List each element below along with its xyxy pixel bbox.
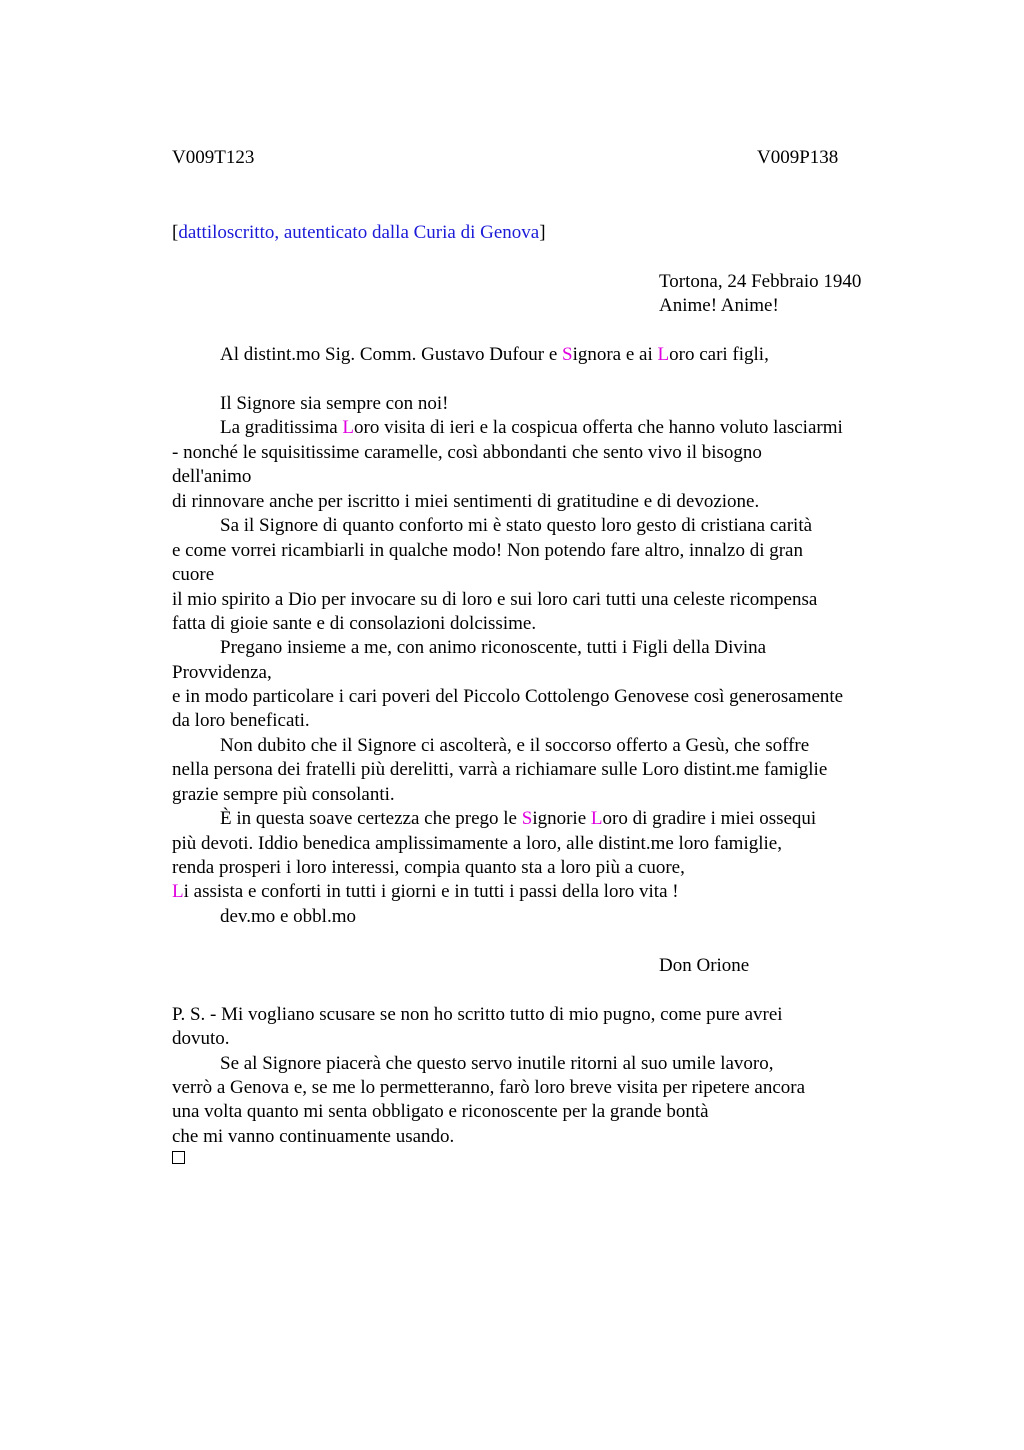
motto: Anime! Anime!	[659, 295, 779, 316]
body-text: oro visita di ieri e la cospicua offerta che hanno voluto lasciarmi	[354, 417, 843, 438]
body-line: Non dubito che il Signore ci ascolterà, e il soccorso offerto a Gesù, che soffre	[220, 735, 810, 756]
highlighted-letter: L	[172, 881, 184, 902]
salutation-text: Al distint.mo Sig. Comm. Gustavo Dufour e	[220, 344, 562, 365]
body-line	[172, 880, 679, 904]
document-code-left: V009T123	[172, 147, 255, 168]
empty-square-icon	[172, 1151, 185, 1164]
highlighted-letter: S	[562, 344, 573, 365]
body-line: Il Signore sia sempre con noi!	[220, 393, 449, 414]
body-text: oro di gradire i miei ossequi	[602, 808, 817, 829]
body-text: La graditissima	[220, 417, 343, 438]
postscript-line: che mi vanno continuamente usando.	[172, 1126, 455, 1147]
highlighted-letter: L	[342, 417, 355, 438]
postscript-line: P. S. - Mi vogliano scusare se non ho scritto tutto di mio pugno, come pure avrei	[172, 1004, 783, 1025]
body-line: fatta di gioie sante e di consolazioni dolcissime.	[172, 613, 537, 634]
body-line: dell'animo	[172, 466, 252, 487]
body-line: renda prosperi i loro interessi, compia quanto sta a loro più a cuore,	[172, 857, 685, 878]
body-text: ignorie	[532, 808, 591, 829]
body-line	[220, 807, 816, 831]
postscript-line: Se al Signore piacerà che questo servo inutile ritorni al suo umile lavoro,	[220, 1053, 774, 1074]
salutation-text: oro cari figli,	[669, 344, 769, 365]
highlighted-letter: L	[590, 808, 603, 829]
body-line: il mio spirito a Dio per invocare su di loro e sui loro cari tutti una celeste ricompensa	[172, 589, 818, 610]
body-line: da loro beneficati.	[172, 710, 310, 731]
postscript-line: dovuto.	[172, 1028, 230, 1049]
place-date: Tortona, 24 Febbraio 1940	[659, 271, 862, 292]
closing-formula: dev.mo e obbl.mo	[220, 906, 356, 927]
body-line: Pregano insieme a me, con animo riconoscente, tutti i Figli della Divina	[220, 637, 767, 658]
body-line: - nonché le squisitissime caramelle, così abbondanti che sento vivo il bisogno	[172, 442, 762, 463]
highlighted-letter: S	[521, 808, 533, 829]
salutation	[220, 343, 769, 367]
postscript-line: verrò a Genova e, se me lo permetteranno, farò loro breve visita per ripetere ancora	[172, 1077, 806, 1098]
body-text: È in questa soave certezza che prego le	[220, 808, 522, 829]
body-line: di rinnovare anche per iscritto i miei sentimenti di gratitudine e di devozione.	[172, 491, 760, 512]
highlighted-letter: L	[657, 344, 670, 365]
body-line: e come vorrei ricambiarli in qualche modo! Non potendo fare altro, innalzo di gran	[172, 540, 803, 561]
body-text: i assista e conforti in tutti i giorni e in tutti i passi della loro vita !	[183, 881, 679, 902]
body-line: nella persona dei fratelli più derelitti, varrà a richiamare sulle Loro distint.me famiglie	[172, 759, 828, 780]
salutation-text: ignora e ai	[572, 344, 658, 365]
body-line: grazie sempre più consolanti.	[172, 784, 395, 805]
body-line: e in modo particolare i cari poveri del Piccolo Cottolengo Genovese così generosamente	[172, 686, 844, 707]
body-line: cuore	[172, 564, 215, 585]
signature: Don Orione	[659, 955, 750, 976]
note-bracket-close: ]	[539, 222, 546, 243]
body-line	[220, 416, 843, 440]
body-line: più devoti. Iddio benedica amplissimamente a loro, alle distint.me loro famiglie,	[172, 833, 782, 854]
body-line: Provvidenza,	[172, 662, 272, 683]
document-code-right: V009P138	[757, 147, 839, 168]
body-line: Sa il Signore di quanto conforto mi è stato questo loro gesto di cristiana carità	[220, 515, 813, 536]
note-text: dattiloscritto, autenticato dalla Curia di Genova	[178, 222, 540, 243]
note-bracket-open: [	[172, 222, 179, 243]
postscript-line: una volta quanto mi senta obbligato e riconoscente per la grande bontà	[172, 1101, 709, 1122]
transcription-note	[172, 221, 546, 245]
